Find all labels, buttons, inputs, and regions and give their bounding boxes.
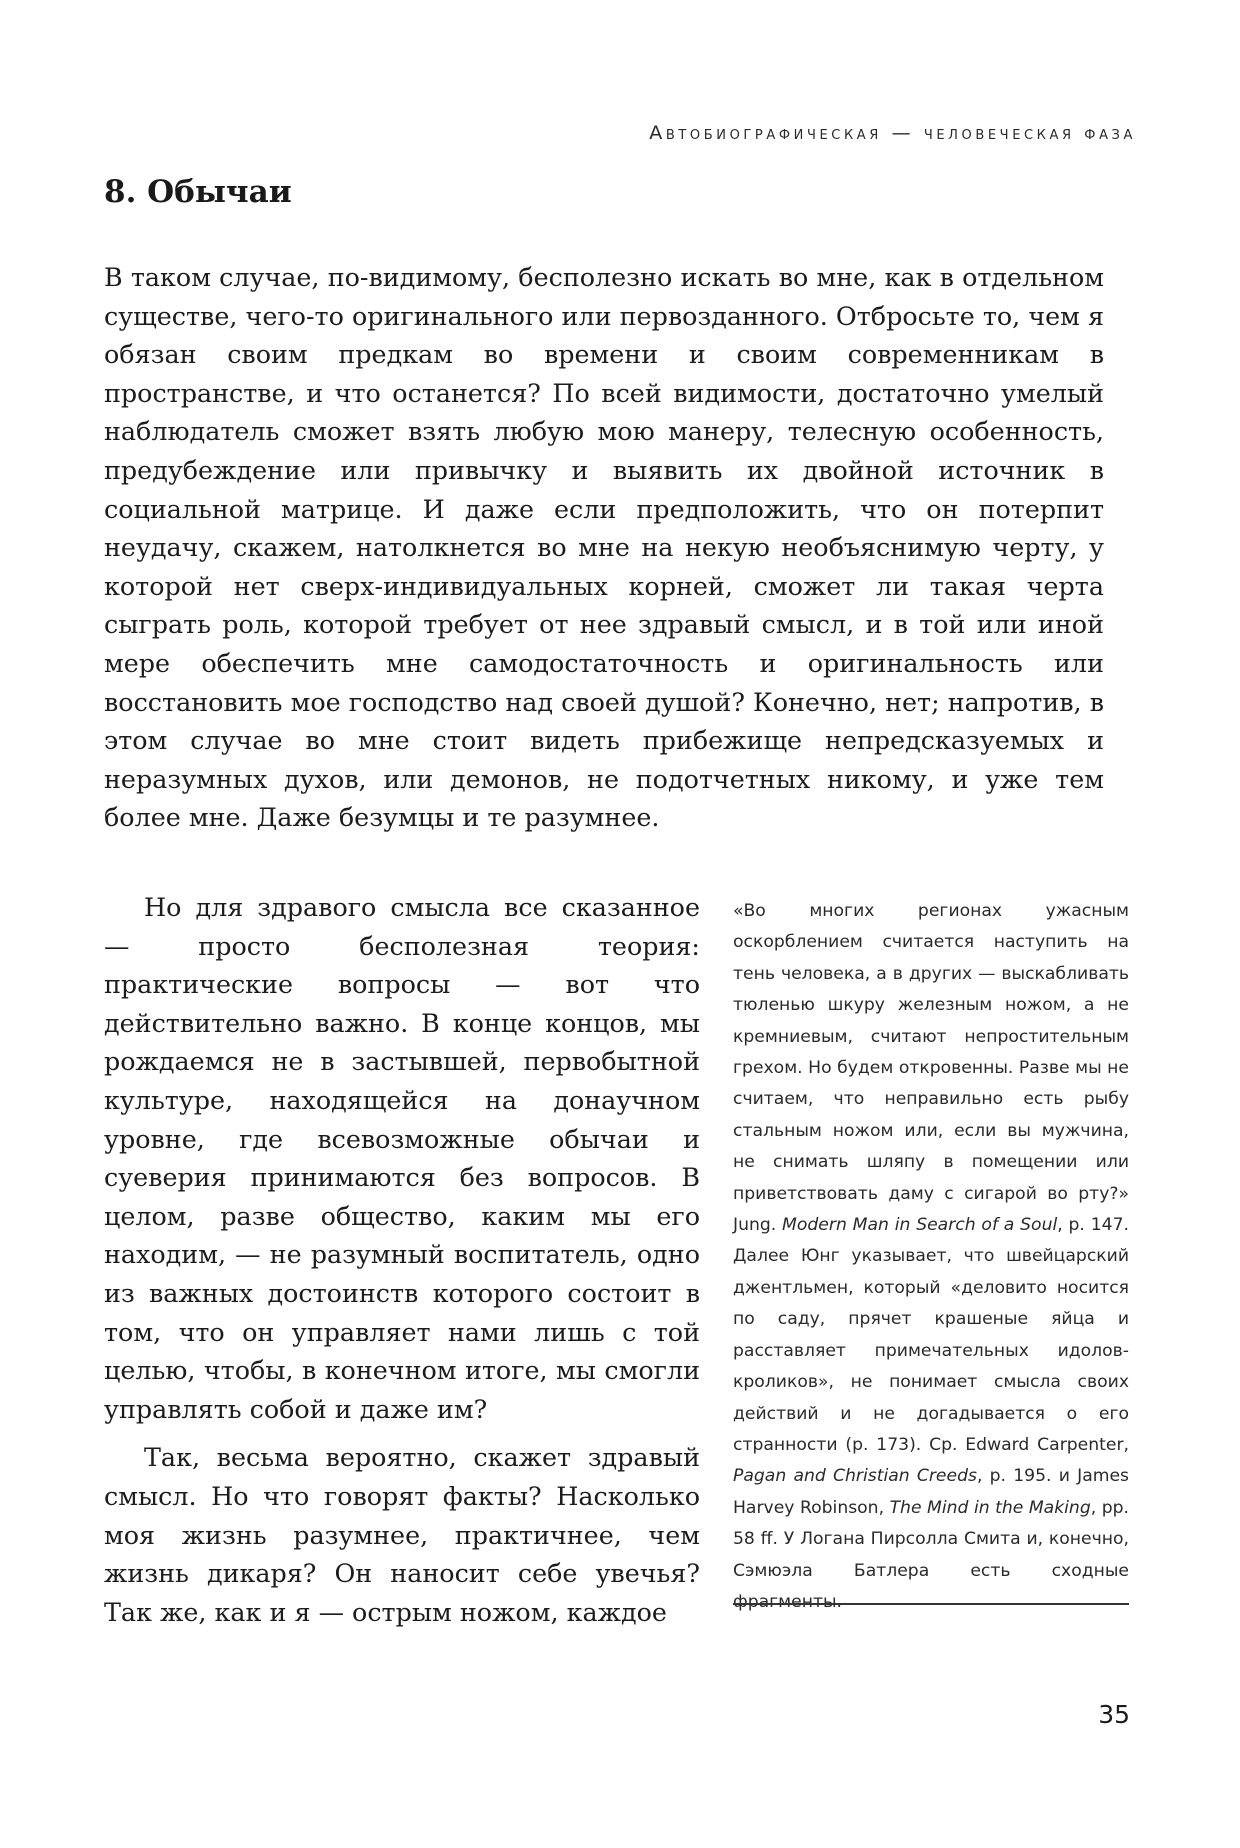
note-quote: «Во многих регионах ужасным оскорблением считается наступить на тень человека, а в других — выскабливать тюленью шкуру железным ножом, а не кремниевым, считают непростительным грехом. Но будем откровенны. Разве мы не считаем, что неправильно есть рыбу стальным ножом или, если вы мужчина, не снимать шляпу в помещении или приветствовать даму с сигарой во рту?» (733, 901, 1129, 1204)
note-book-title: Modern Man in Search of a Soul (782, 1215, 1058, 1236)
note-book-title: The Mind in the Making (889, 1497, 1091, 1518)
left-paragraph-2: Так, весьма вероятно, скажет здравый смысл. Но что говорят факты? Насколько моя жизнь разумнее, практичнее, чем жизнь дикаря? Он наносит себе увечья? Так же, как и я — острым ножом, каждое (104, 1442, 700, 1627)
note-text: , pp. 58 ff. У Логана Пирсолла Смита и, конечно, Сэмюэла Батлера есть сходные фрагменты. (733, 1497, 1130, 1612)
side-note (733, 896, 1129, 1618)
note-book-title: Pagan and Christian Creeds (733, 1466, 977, 1487)
running-head: Автобиографическая — человеческая фаза (649, 122, 1136, 144)
left-paragraph-1: Но для здравого смысла все сказанное — просто бесполезная теория: практические вопросы — вот что действительно важно. В конце концов, мы рождаемся не в застывшей, первобытной культуре, находящейся на донаучном уровне, где всевозможные обычаи и суеверия принимаются без вопросов. В целом, разве общество, каким мы его находим, — не разумный воспитатель, одно из важных достоинств которого состоит в том, что он управляет нами лишь с той целью, чтобы, в конечном итоге, мы смогли управлять собой и даже им? (104, 892, 700, 1424)
page-number: 35 (1098, 1700, 1130, 1729)
note-author: Jung. (733, 1215, 777, 1236)
main-paragraph: В таком случае, по-видимому, бесполезно искать во мне, как в отдельном существе, чего-то оригинального или первозданного. Отбросьте то, чем я обязан своим предкам во времени и своим современникам в пространстве, и что останется? По всей видимости, достаточно умелый наблюдатель сможет взять любую мою манеру, телесную особенность, предубеждение или привычку и выявить их двойной источник в социальной матрице. И даже если предположить, что он потерпит неудачу, скажем, натолкнется во мне на некую необъяснимую черту, у которой нет сверх-индивидуальных корней, сможет ли такая черта сыграть роль, которой требует от нее здравый смысл, и в той или иной мере обеспечить мне самодостаточность и оригинальность или восстановить мое господство над своей душой? Конечно, нет; напротив, в этом случае во мне стоит видеть прибежище непредсказуемых и неразумных духов, или демонов, не подотчетных никому, и уже тем более мне. Даже безумцы и те разумнее. (104, 262, 1104, 833)
note-text: , p. 147. Далее Юнг указывает, что швейцарский джентльмен, который «деловито носится по саду, прячет крашеные яйца и расставляет примечательных идолов-кроликов», не понимает смысла своих действий и не догадывается о его странности (p. 173). Ср. Edward Carpenter, (733, 1215, 1129, 1455)
main-text (104, 258, 1104, 837)
note-text: , p. 195. и James Harvey Robinson, (733, 1466, 1129, 1518)
chapter-title: 8. Обычаи (104, 174, 292, 210)
note-divider (733, 1603, 1129, 1605)
left-column (104, 888, 700, 1631)
